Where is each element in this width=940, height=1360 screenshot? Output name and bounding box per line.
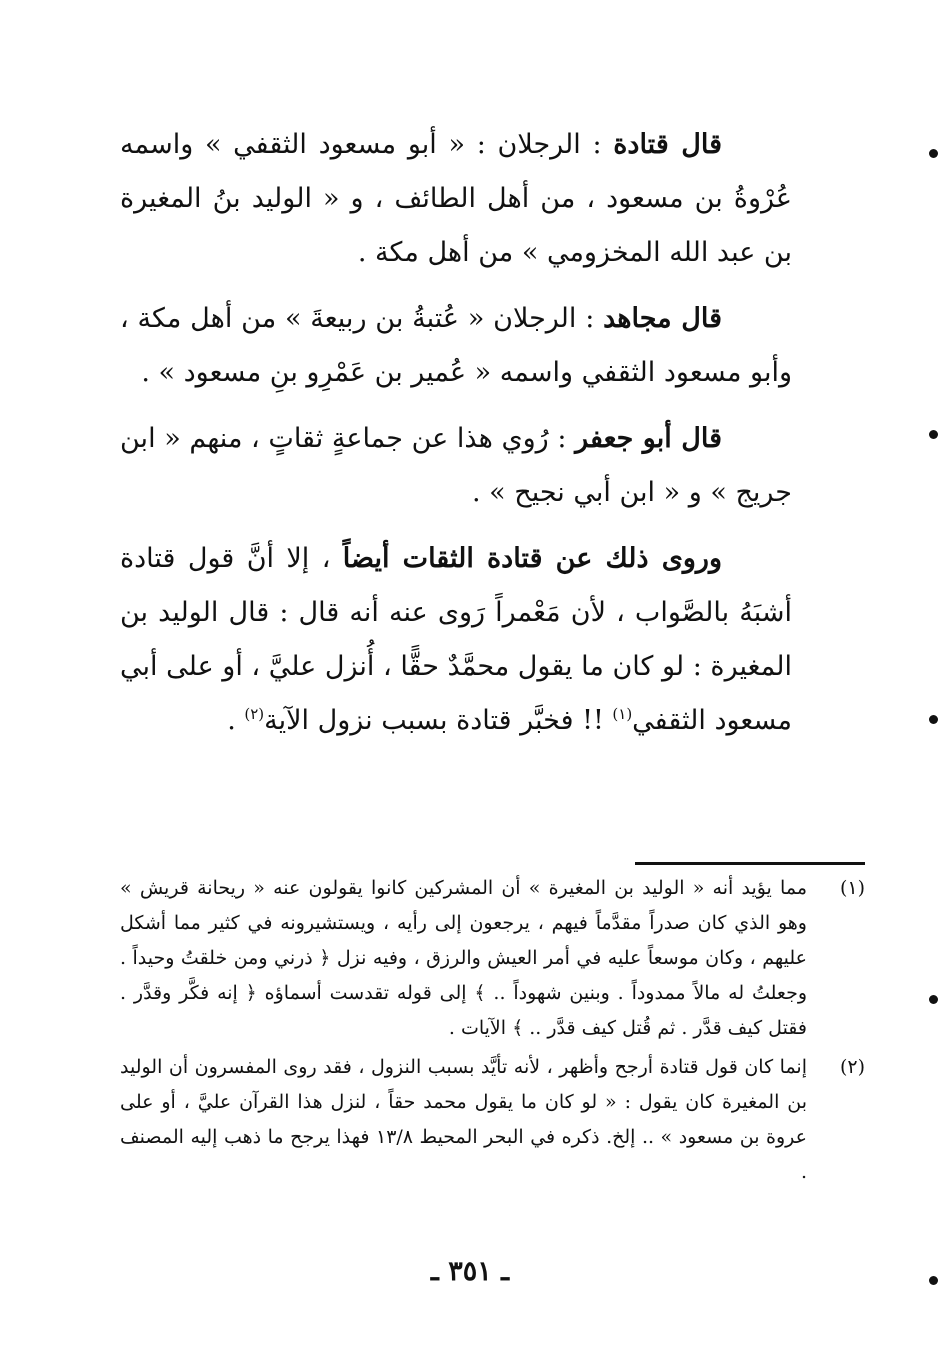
paragraph-mujahid — [120, 292, 792, 400]
footnote-ref-2[interactable]: (٢) — [244, 705, 265, 723]
footnote-ref-1[interactable]: (١) — [612, 705, 633, 723]
paragraph-text: : الرجلان : « أبو مسعود الثقفي » واسمه عُرْوةُ بن مسعود ، من أهل الطائف ، و « الوليد بنُ المغيرة بن عبد الله المخزومي » من أهل مكة . — [120, 129, 792, 268]
footnote-divider — [635, 862, 865, 865]
paragraph-abu-jafar — [120, 412, 792, 520]
paragraph-lead: قال قتادة — [613, 129, 723, 160]
paragraph-riwaya — [120, 532, 792, 748]
paragraph-qatada — [120, 118, 792, 280]
margin-mark-icon — [929, 995, 938, 1004]
footnote-number: (١) — [839, 877, 865, 899]
paragraph-text: : رُوي هذا عن جماعةٍ ثقاتٍ ، منهم « ابن جريج » و « ابن أبي نجيح » . — [120, 423, 792, 508]
paragraph-text: ، إلا أنَّ قول قتادة أشبَهُ بالصَّواب ، لأن مَعْمراً رَوى عنه أنه قال : قال الوليد بن المغيرة : لو كان ما يقول محمَّدٌ حقًّا ، أُنزل عليَّ ، أو على أبي مسعود الثقفي — [120, 543, 792, 736]
footnote-text: إنما كان قول قتادة أرجح وأظهر ، لأنه تأيَّد بسبب النزول ، فقد روى المفسرون أن الوليد بن المغيرة كان يقول : « لو كان ما يقول محمد حقاً ، لنزل هذا القرآن عليَّ ، أو على عروة بن مسعود » .. إلخ. ذكره في البحر المحيط ١٣/٨ فهذا يرجح ما ذهب إليه المصنف . — [120, 1056, 807, 1183]
margin-mark-icon — [929, 1276, 938, 1285]
footnote-text: مما يؤيد أنه « الوليد بن المغيرة » أن المشركين كانوا يقولون عنه « ريحانة قريش » وهو الذي كان صدراً مقدَّماً فيهم ، يرجعون إلى رأيه ، ويستشيرونه في كثير مما أشكل عليهم ، وكان موسعاً عليه في أمر العيش والرزق ، وفيه نزل ﴿ ذرني ومن خلقتُ وحيداً . وجعلتُ له مالاً ممدوداً . وبنين شهوداً .. ﴾ إلى قوله تقدست أسماؤه ﴿ إنه فكَّر وقدَّر . فقتل كيف قدَّر . ثم قُتل كيف قدَّر .. ﴾ الآيات . — [120, 877, 807, 1039]
footnote-item — [120, 871, 865, 1046]
margin-mark-icon — [929, 430, 938, 439]
margin-mark-icon — [929, 149, 938, 158]
paragraph-text: : الرجلان « عُتبةُ بن ربيعةَ » من أهل مكة ، وأبو مسعود الثقفي واسمه « عُمير بن عَمْرِو بنِ مسعود » . — [120, 303, 792, 388]
footnote-item — [120, 1050, 865, 1190]
paragraph-text: . — [227, 705, 245, 736]
margin-mark-icon — [929, 715, 938, 724]
footnote-number: (٢) — [839, 1056, 865, 1078]
paragraph-text: !! فخبَّر قتادة بسبب نزول الآية — [264, 705, 613, 736]
paragraph-lead: قال أبو جعفر — [575, 423, 722, 454]
page-number: ـ ٣٥١ ـ — [430, 1256, 510, 1287]
paragraph-lead: قال مجاهد — [603, 303, 722, 334]
footnotes-section — [120, 862, 865, 1194]
main-text — [120, 118, 792, 760]
paragraph-lead: وروى ذلك عن قتادة الثقات أيضاً — [342, 543, 723, 574]
